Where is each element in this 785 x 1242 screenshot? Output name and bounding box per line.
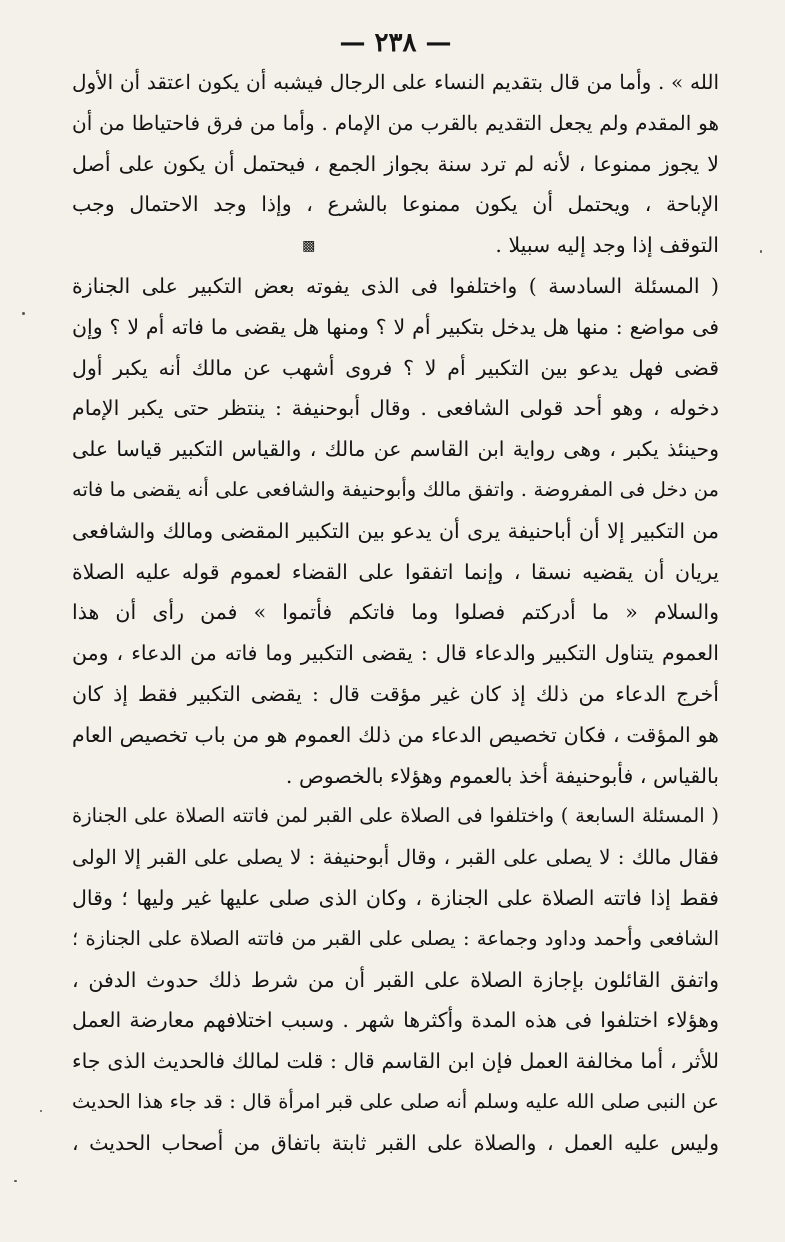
- text-line: فى مواضع : منها هل يدخل بتكبير أم لا ؟ ومنها هل يقضى ما فاته أم لا ؟ وإن: [72, 314, 719, 339]
- text-line: [72, 225, 719, 266]
- text-line: عن النبى صلى الله عليه وسلم أنه صلى على قبر امرأة قال : قد جاء هذا الحديث: [72, 1089, 719, 1113]
- text-line: الشافعى وأحمد وداود وجماعة : يصلى على القبر من فاتته الصلاة على الجنازة ؛: [72, 926, 719, 950]
- text-line: ( المسئلة السادسة ) واختلفوا فى الذى يفوته بعض التكبير على الجنازة: [72, 273, 719, 298]
- scan-speck: [22, 312, 25, 315]
- paragraph-3: [72, 796, 719, 1163]
- text-line: فقط إذا فاتته الصلاة على الجنازة ، وكان الذى صلى عليها غير وليها ؛ وقال: [72, 885, 719, 910]
- text-line: بالقياس ، فأبوحنيفة أخذ بالعموم وهؤلاء بالخصوص .: [285, 763, 719, 788]
- text-line: لا يجوز ممنوعا ، لأنه لم ترد سنة بجواز الجمع ، فيحتمل أن يكون على أصل: [72, 151, 719, 176]
- text-line: ( المسئلة السابعة ) واختلفوا فى الصلاة على القبر لمن فاتته الصلاة على الجنازة: [72, 804, 719, 828]
- text-line: وليس عليه العمل ، والصلاة على القبر ثابتة باتفاق من أصحاب الحديث ،: [72, 1130, 719, 1155]
- text-line: قضى فهل يدعو بين التكبير أم لا ؟ فروى أشهب عن مالك أنه يكبر أول: [72, 355, 719, 380]
- scan-speck: [14, 1180, 17, 1182]
- text-line: الله » . وأما من قال بتقديم النساء على الرجال فيشبه أن يكون اعتقد أن الأول: [72, 70, 719, 94]
- text-line: من دخل فى المفروضة . واتفق مالك وأبوحنيفة والشافعى على أنه يقضى ما فاته: [72, 477, 719, 501]
- text-line: يريان أن يقضيه نسقا ، وإنما اتفقوا على القضاء لعموم قوله عليه الصلاة: [72, 559, 719, 584]
- page-number: — ٢٣٨ —: [339, 28, 452, 58]
- scan-speck: [760, 250, 762, 253]
- text-line: وحينئذ يكبر ، وهى رواية ابن القاسم عن مالك ، والقياس التكبير قياسا على: [72, 437, 719, 462]
- text-line: والسلام « ما أدركتم فصلوا وما فاتكم فأتموا » فمن رأى أن هذا: [72, 600, 719, 625]
- text-line: من التكبير إلا أن أباحنيفة يرى أن يدعو بين التكبير المقضى ومالك والشافعى: [72, 518, 719, 543]
- scan-speck: [40, 1110, 42, 1112]
- text-line: هو المقدم ولم يجعل التقديم بالقرب من الإمام . وأما من فرق فاحتياطا من أن: [72, 110, 719, 135]
- text-line: فقال مالك : لا يصلى على القبر ، وقال أبوحنيفة : لا يصلى على القبر إلا الولى: [72, 845, 719, 870]
- text-line: وهؤلاء اختلفوا فى هذه المدة وأكثرها شهر . وسبب اختلافهم معارضة العمل: [72, 1008, 719, 1033]
- text-line: أخرج الدعاء من ذلك إذ كان غير مؤقت قال : يقضى التكبير فقط إذ كان: [72, 681, 719, 706]
- text-line: للأثر ، أما مخالفة العمل فإن ابن القاسم قال : قلت لمالك فالحديث الذى جاء: [72, 1049, 719, 1074]
- paragraph-2: [72, 266, 719, 796]
- text-line: العموم يتناول التكبير والدعاء قال : يقضى التكبير وما فاته من الدعاء ، ومن: [72, 641, 719, 666]
- text-line: هو المؤقت ، فكان تخصيص الدعاء من ذلك العموم هو من باب تخصيص العام: [72, 722, 719, 747]
- ornament-icon: ▩: [302, 238, 316, 255]
- text-line: الإباحة ، ويحتمل أن يكون ممنوعا بالشرع ، وإذا وجد الاحتمال وجب: [72, 192, 719, 217]
- paragraph-1: [72, 62, 719, 266]
- text-line: واتفق القائلون بإجازة الصلاة على القبر أن من شرط ذلك حدوث الدفن ،: [72, 967, 719, 992]
- body-text: [72, 62, 719, 1164]
- text-line: دخوله ، وهو أحد قولى الشافعى . وقال أبوحنيفة : ينتظر حتى يكبر الإمام: [72, 396, 719, 421]
- text-line-content: التوقف إذا وجد إليه سبيلا .: [495, 233, 719, 258]
